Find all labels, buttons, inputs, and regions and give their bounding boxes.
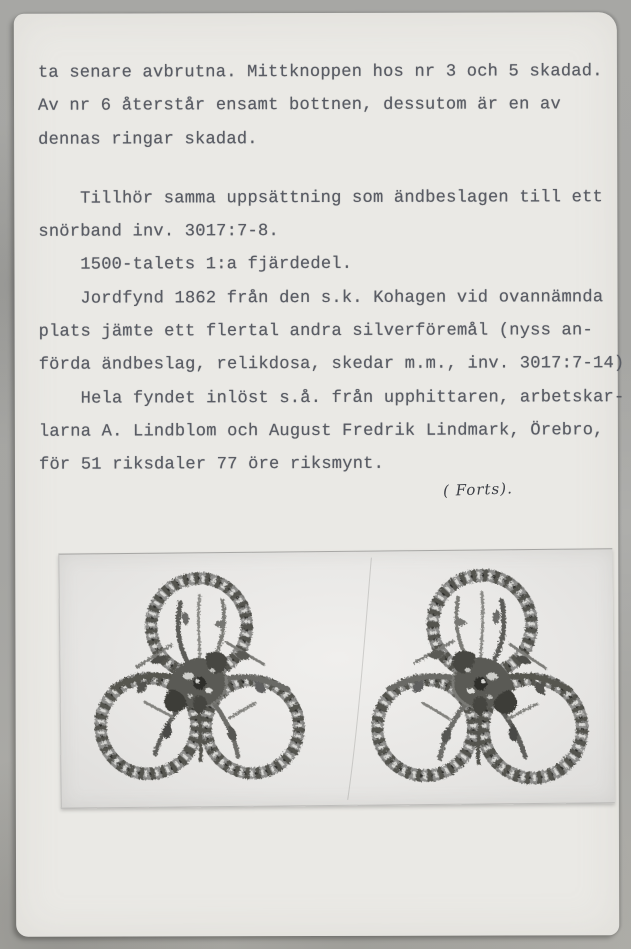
text-line: Hela fyndet inlöst s.å. från upphittaren, arbetskar- xyxy=(38,387,625,409)
text-line: Tillhör samma uppsättning som ändbeslagen till ett xyxy=(38,188,604,209)
text-line: Av nr 6 återstår ensamt bottnen, dessutom är en av xyxy=(38,95,561,117)
text-line: plats jämte ett flertal andra silverföremål (nyss an- xyxy=(38,321,593,342)
typewritten-text-block xyxy=(38,55,624,482)
text-line: ta senare avbrutna. Mittknoppen hos nr 3 och 5 skadad. xyxy=(37,62,603,83)
text-line: 1500-talets 1:a fjärdedel. xyxy=(38,255,353,276)
ornament-right xyxy=(352,566,611,805)
photograph xyxy=(58,548,614,808)
text-line: för 51 riksdaler 77 öre riksmynt. xyxy=(38,455,385,475)
silver-ornaments-illustration xyxy=(59,549,614,807)
ornament-left xyxy=(74,572,322,800)
text-line: snörband inv. 3017:7-8. xyxy=(38,222,279,242)
photo-crease xyxy=(345,558,373,800)
text-line: förda ändbeslag, relikdosa, skedar m.m., inv. 3017:7-14) xyxy=(38,354,625,376)
text-line: larna A. Lindblom och August Fredrik Lindmark, Örebro, xyxy=(38,421,604,442)
handwritten-forts-note: ( Forts). xyxy=(442,479,514,500)
text-line: dennas ringar skadad. xyxy=(38,129,258,150)
archive-card xyxy=(14,12,625,937)
text-line: Jordfynd 1862 från den s.k. Kohagen vid ovannämnda xyxy=(38,288,604,309)
